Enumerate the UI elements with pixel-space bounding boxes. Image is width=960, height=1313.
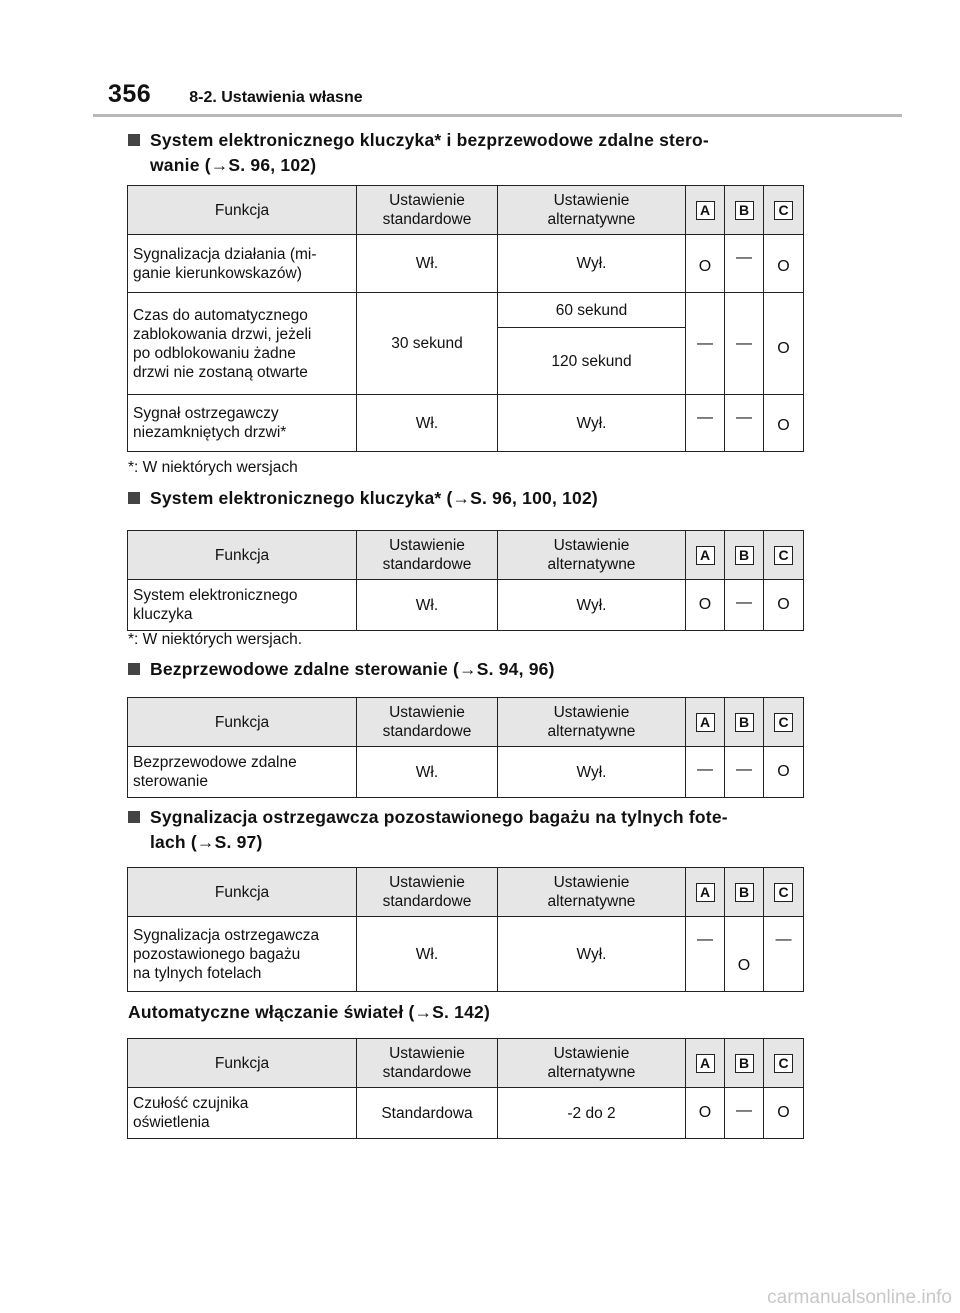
function-cell: Bezprzewodowe zdalne sterowanie xyxy=(128,747,357,798)
table-header-row xyxy=(128,1039,804,1088)
section-heading xyxy=(128,486,808,511)
standard-cell: Standardowa xyxy=(357,1088,498,1139)
letter-box-b: B xyxy=(735,201,754,220)
function-cell: Sygnał ostrzegawczy niezamkniętych drzwi* xyxy=(128,395,357,452)
col-header-funkcja: Funkcja xyxy=(128,868,357,917)
settings-table xyxy=(127,867,804,992)
standard-cell: Wł. xyxy=(357,235,498,293)
letter-box-a: A xyxy=(696,883,715,902)
table-row xyxy=(128,395,804,452)
letter-box-c: C xyxy=(774,713,793,732)
letter-box-c: C xyxy=(774,546,793,565)
col-header-alternative: Ustawienie alternatywne xyxy=(498,698,686,747)
settings-table xyxy=(127,697,804,798)
table-row xyxy=(128,1088,804,1139)
table-header-row xyxy=(128,698,804,747)
page-header xyxy=(108,80,363,109)
section-heading xyxy=(128,657,808,682)
footnote: *: W niektórych wersjach xyxy=(128,459,298,476)
col-header-a xyxy=(686,531,725,580)
mark-a: — xyxy=(686,395,725,452)
table-row xyxy=(128,917,804,992)
mark-b: — xyxy=(725,580,764,631)
table-row xyxy=(128,580,804,631)
mark-b: — xyxy=(725,395,764,452)
heading-line: System elektronicznego kluczyka* i bezprzewodowe zdalne stero- xyxy=(150,130,709,150)
standard-cell: Wł. xyxy=(357,580,498,631)
table-header-row xyxy=(128,186,804,235)
table-row xyxy=(128,747,804,798)
mark-c: O xyxy=(764,235,804,293)
col-header-funkcja: Funkcja xyxy=(128,1039,357,1088)
col-header-c xyxy=(764,186,804,235)
mark-a: — xyxy=(686,293,725,395)
mark-b: — xyxy=(725,1088,764,1139)
footnote: *: W niektórych wersjach. xyxy=(128,631,302,648)
col-header-funkcja: Funkcja xyxy=(128,531,357,580)
bullet-square-icon xyxy=(128,663,140,675)
settings-table xyxy=(127,1038,804,1139)
col-header-alternative: Ustawienie alternatywne xyxy=(498,1039,686,1088)
standard-cell: Wł. xyxy=(357,917,498,992)
letter-box-c: C xyxy=(774,883,793,902)
standard-cell: Wł. xyxy=(357,747,498,798)
col-header-b xyxy=(725,698,764,747)
col-header-standard: Ustawienie standardowe xyxy=(357,531,498,580)
standard-cell: Wł. xyxy=(357,395,498,452)
mark-c: — xyxy=(764,917,804,992)
mark-a: O xyxy=(686,235,725,293)
col-header-b xyxy=(725,868,764,917)
function-cell: Czułość czujnika oświetlenia xyxy=(128,1088,357,1139)
function-cell: Czas do automatycznego zablokowania drzwi, jeżeli po odblokowaniu żadne drzwi nie zostaną otwarte xyxy=(128,293,357,395)
col-header-c xyxy=(764,531,804,580)
col-header-a xyxy=(686,868,725,917)
section-heading xyxy=(128,1000,808,1025)
bullet-square-icon xyxy=(128,492,140,504)
letter-box-a: A xyxy=(696,546,715,565)
col-header-alternative: Ustawienie alternatywne xyxy=(498,531,686,580)
col-header-c xyxy=(764,1039,804,1088)
mark-c: O xyxy=(764,1088,804,1139)
table-row xyxy=(128,235,804,293)
mark-c: O xyxy=(764,293,804,395)
table-header-row xyxy=(128,531,804,580)
heading-line: Sygnalizacja ostrzegawcza pozostawionego bagażu na tylnych fote- xyxy=(150,807,728,827)
settings-table xyxy=(127,530,804,631)
section-heading xyxy=(128,805,808,855)
heading-line: Automatyczne włączanie świateł (→S. 142) xyxy=(128,1002,491,1022)
alternative-cell: Wył. xyxy=(498,580,686,631)
header-rule xyxy=(93,114,902,117)
col-header-a xyxy=(686,698,725,747)
col-header-a xyxy=(686,1039,725,1088)
heading-line: wanie (→S. 96, 102) xyxy=(150,155,317,175)
function-cell: Sygnalizacja ostrzegawcza pozostawionego bagażu na tylnych fotelach xyxy=(128,917,357,992)
col-header-c xyxy=(764,698,804,747)
alternative-cell: Wył. xyxy=(498,235,686,293)
letter-box-b: B xyxy=(735,883,754,902)
letter-box-b: B xyxy=(735,1054,754,1073)
letter-box-a: A xyxy=(696,201,715,220)
section-heading xyxy=(128,128,808,178)
mark-a: O xyxy=(686,1088,725,1139)
alternative-cell: -2 do 2 xyxy=(498,1088,686,1139)
letter-box-b: B xyxy=(735,713,754,732)
alternative-cell: 60 sekund xyxy=(498,293,686,328)
mark-c: O xyxy=(764,747,804,798)
table-header-row xyxy=(128,868,804,917)
table-row xyxy=(128,293,804,328)
col-header-funkcja: Funkcja xyxy=(128,186,357,235)
mark-a: O xyxy=(686,580,725,631)
bullet-square-icon xyxy=(128,811,140,823)
mark-a: — xyxy=(686,747,725,798)
alternative-cell: Wył. xyxy=(498,917,686,992)
heading-line: Bezprzewodowe zdalne sterowanie (→S. 94, 96) xyxy=(150,659,555,679)
col-header-a xyxy=(686,186,725,235)
alternative-cell: 120 sekund xyxy=(498,328,686,395)
bullet-square-icon xyxy=(128,134,140,146)
col-header-alternative: Ustawienie alternatywne xyxy=(498,868,686,917)
col-header-b xyxy=(725,186,764,235)
standard-cell: 30 sekund xyxy=(357,293,498,395)
letter-box-b: B xyxy=(735,546,754,565)
alternative-cell: Wył. xyxy=(498,395,686,452)
col-header-standard: Ustawienie standardowe xyxy=(357,186,498,235)
mark-c: O xyxy=(764,580,804,631)
col-header-b xyxy=(725,1039,764,1088)
letter-box-c: C xyxy=(774,201,793,220)
page-number: 356 xyxy=(108,80,152,108)
watermark: carmanualsonline.info xyxy=(767,1287,952,1308)
function-cell: Sygnalizacja działania (mi- ganie kierunkowskazów) xyxy=(128,235,357,293)
col-header-standard: Ustawienie standardowe xyxy=(357,868,498,917)
mark-b: — xyxy=(725,235,764,293)
settings-table xyxy=(127,185,804,452)
mark-a: — xyxy=(686,917,725,992)
letter-box-c: C xyxy=(774,1054,793,1073)
letter-box-a: A xyxy=(696,1054,715,1073)
mark-b: — xyxy=(725,293,764,395)
mark-b: O xyxy=(725,917,764,992)
heading-line: lach (→S. 97) xyxy=(150,832,263,852)
alternative-cell: Wył. xyxy=(498,747,686,798)
heading-line: System elektronicznego kluczyka* (→S. 96, 100, 102) xyxy=(150,488,598,508)
col-header-standard: Ustawienie standardowe xyxy=(357,698,498,747)
letter-box-a: A xyxy=(696,713,715,732)
col-header-c xyxy=(764,868,804,917)
col-header-alternative: Ustawienie alternatywne xyxy=(498,186,686,235)
col-header-funkcja: Funkcja xyxy=(128,698,357,747)
col-header-b xyxy=(725,531,764,580)
section-title: 8-2. Ustawienia własne xyxy=(189,89,363,106)
function-cell: System elektronicznego kluczyka xyxy=(128,580,357,631)
mark-b: — xyxy=(725,747,764,798)
col-header-standard: Ustawienie standardowe xyxy=(357,1039,498,1088)
mark-c: O xyxy=(764,395,804,452)
